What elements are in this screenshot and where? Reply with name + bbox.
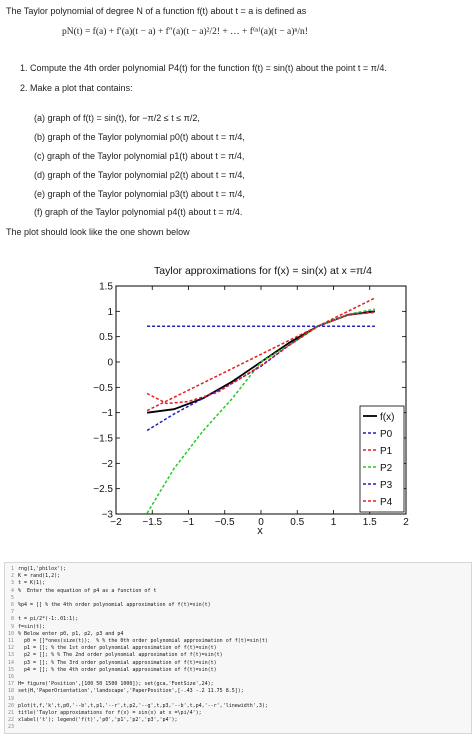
x-tick-label: −2: [110, 517, 122, 528]
code-text: set(H,'PaperOrientation','landscape','PaperPosition',[-.43 -.2 11.75 8.5]);: [18, 688, 244, 695]
taylor-chart: [88, 262, 418, 547]
code-line: [5, 595, 18, 601]
line-number: 20: [7, 702, 14, 709]
legend-label-p3: P3: [380, 480, 393, 491]
code-text: %p4 = [] % the 4th order polynomial approximation of f(t)=sin(t): [18, 602, 211, 608]
legend-label-p1: P1: [380, 446, 393, 457]
line-number: 12: [7, 645, 14, 652]
line-number: 22: [7, 717, 14, 724]
y-tick-label: −1.5: [93, 433, 113, 445]
x-tick-label: −1.5: [142, 517, 163, 528]
code-line: [5, 609, 18, 615]
chart-title: Taylor approximations for f(x) = sin(x) at x =π/4: [154, 265, 372, 277]
code-line: [5, 645, 217, 651]
series-p4-line: [147, 312, 375, 404]
line-number: 9: [10, 623, 14, 630]
line-number: 7: [10, 609, 14, 616]
code-line: [5, 710, 202, 716]
code-line: [5, 624, 45, 630]
subitem-c: (c) graph of the Taylor polynomial p1(t) about t = π/4,: [34, 151, 245, 161]
subitem-a: (a) graph of f(t) = sin(t), for −π/2 ≤ t ≤ π/2,: [34, 113, 200, 123]
code-line: [5, 717, 178, 723]
line-number: 21: [7, 710, 14, 716]
series-f-line: [147, 311, 375, 412]
legend-label-f: f(x): [380, 412, 395, 423]
chart-body: [93, 282, 409, 529]
code-text: p1 = []; % the 1st order polynomial approximation of f(t)=sin(t): [18, 645, 217, 652]
code-text: xlabel('t'); legend('f(t)','p0','p1','p2','p3','p4');: [18, 717, 178, 724]
subitem-e: (e) graph of the Taylor polynomial p3(t) about t = π/4,: [34, 189, 245, 199]
code-line: [5, 688, 244, 694]
y-tick-label: 0: [107, 357, 113, 369]
legend-label-p2: P2: [380, 463, 393, 474]
series-p3-line: [147, 312, 375, 430]
y-tick-label: −2.5: [93, 484, 113, 496]
legend-label-p4: P4: [380, 497, 393, 508]
outro-text: The plot should look like the one shown below: [6, 227, 190, 237]
line-number: 2: [10, 573, 14, 580]
y-tick-label: 0.5: [99, 332, 113, 344]
code-line: [5, 667, 217, 673]
code-line: [5, 580, 45, 586]
code-line: [5, 588, 156, 594]
line-number: 6: [10, 602, 14, 608]
subitem-f: (f) graph of the Taylor polynomial p4(t) about t = π/4.: [34, 207, 243, 217]
code-text: p2 = []; % % The 2nd order polynomial approximation of f(t)=sin(t): [18, 652, 223, 659]
line-number: 17: [7, 681, 14, 688]
code-line: [5, 638, 268, 644]
code-text: p0 = []*ones(size(t)); % % the 0th order polynomial approximation of f(t)=sin(t): [18, 638, 268, 644]
code-line: [5, 631, 123, 637]
line-number: 14: [7, 659, 14, 666]
code-text: t = K(1);: [18, 580, 46, 587]
code-line: [5, 681, 214, 687]
code-text: p3 = []; % The 3rd order polynomial approximation of f(t)=sin(t): [18, 659, 217, 666]
code-editor[interactable]: [4, 562, 472, 734]
line-number: 16: [7, 674, 14, 680]
line-number: 15: [7, 666, 14, 673]
line-number: 5: [10, 594, 14, 601]
y-tick-label: −0.5: [93, 382, 113, 394]
code-line: [5, 703, 268, 709]
code-line: [5, 566, 66, 572]
line-number: 1: [10, 566, 14, 572]
x-tick-label: 1: [330, 517, 337, 528]
taylor-formula: pN(t) = f(a) + f′(a)(t − a) + f″(a)(t − a)²/2! + … + f⁽ⁿ⁾(a)(t − a)ⁿ/n!: [62, 27, 308, 37]
code-text: K = rand(1,2);: [18, 573, 61, 580]
intro-text: The Taylor polynomial of degree N of a function f(t) about t = a is defined as: [6, 6, 307, 16]
code-line: [5, 616, 78, 622]
code-line: [5, 696, 18, 702]
line-number: 10: [7, 630, 14, 637]
code-text: rng(1,'philox');: [18, 566, 67, 572]
subitem-d: (d) graph of the Taylor polynomial p2(t) about t = π/4,: [34, 170, 245, 180]
code-line: [5, 573, 60, 579]
code-line: [5, 602, 211, 608]
line-number: 3: [10, 580, 14, 587]
y-tick-label: −1: [101, 408, 113, 420]
line-number: 18: [7, 688, 14, 695]
x-tick-label: −1: [182, 517, 195, 528]
line-number: 13: [7, 652, 14, 659]
code-text: % Enter the equation of p4 as a function of t: [18, 587, 157, 594]
code-text: % Below enter p0, p1, p2, p3 and p4: [18, 630, 124, 637]
code-text: plot(t,f,'k',t,p0,'--b',t,p1,'--r',t,p2,'--g',t,p3,'--b',t,p4,'--r','linewidth',3);: [18, 702, 268, 709]
code-text: H= figure('Position',[100 50 1500 1000]); set(gca,'FontSize',24);: [18, 681, 214, 688]
task-1: 1. Compute the 4th order polynomial P4(t) for the function f(t) = sin(t) about the point t = π/4.: [20, 63, 387, 73]
legend-label-p0: P0: [380, 429, 393, 440]
x-tick-label: −0.5: [214, 517, 235, 528]
code-line: [5, 724, 18, 730]
code-text: title('Taylor approximations for f(x) = sin(x) at x =\pi/4');: [18, 710, 202, 716]
code-text: p4 = []; % the 4th order polynomial approximation of f(t)=sin(t): [18, 666, 217, 673]
series-p2-line: [147, 309, 375, 513]
line-number: 19: [7, 695, 14, 702]
series-p1-line: [147, 298, 375, 411]
line-number: 8: [10, 616, 14, 623]
code-text: t = pi/2*(-1:.01:1);: [18, 616, 79, 623]
line-number: 4: [10, 587, 14, 594]
x-tick-label: 1.5: [362, 517, 377, 528]
y-tick-label: −2: [101, 458, 113, 470]
line-number: 11: [7, 638, 14, 644]
y-tick-label: 1.5: [99, 281, 113, 293]
task-2: 2. Make a plot that contains:: [20, 83, 133, 93]
x-tick-label: 2: [403, 517, 409, 528]
y-tick-label: 1: [107, 306, 113, 318]
line-number: 23: [7, 724, 14, 731]
code-line: [5, 660, 217, 666]
x-tick-label: 0: [258, 517, 264, 528]
y-tick-label: −3: [101, 509, 113, 521]
code-line: [5, 674, 18, 680]
code-text: f=sin(t);: [18, 623, 46, 630]
subitem-b: (b) graph of the Taylor polynomial p0(t) about t = π/4,: [34, 132, 245, 142]
chart-svg: [88, 262, 418, 542]
x-tick-label: 0.5: [290, 517, 305, 528]
chart-xlabel: x: [257, 525, 263, 537]
code-line: [5, 652, 223, 658]
